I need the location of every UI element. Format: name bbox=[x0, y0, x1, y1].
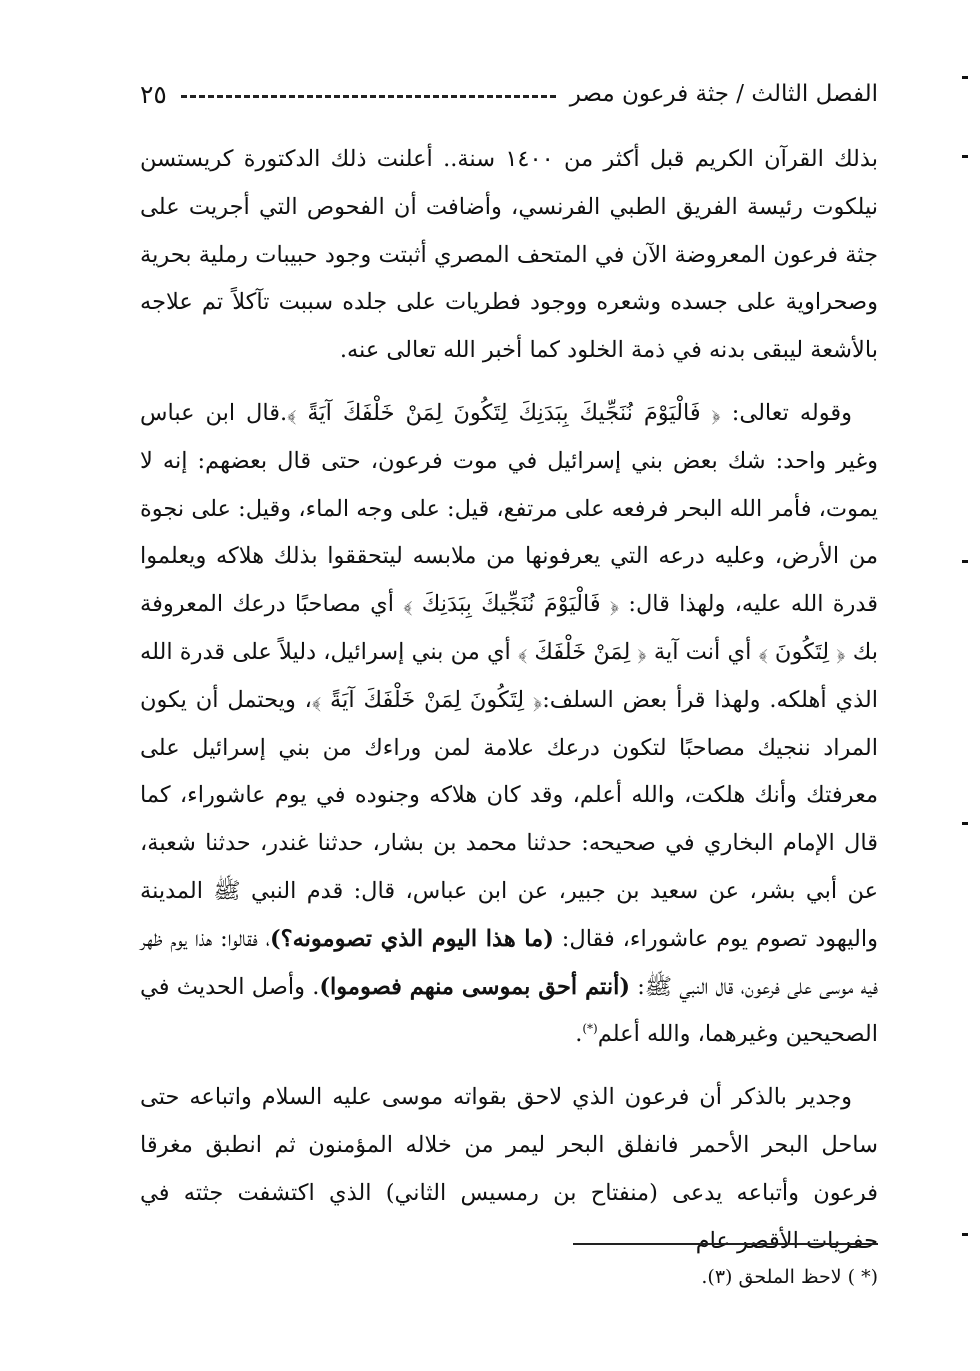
footnote-reference: (*) bbox=[582, 1021, 598, 1036]
page-number: ٢٥ bbox=[140, 79, 167, 109]
paragraph-2-text-c: . وأصل الحديث في الصحيحين وغيرهما، والله أعلم bbox=[140, 973, 878, 1048]
paragraph-2-text-d: . bbox=[575, 1021, 583, 1048]
footnote-separator bbox=[573, 1243, 878, 1245]
hadith-quote-1: (ما هذا اليوم الذي تصومونه؟) bbox=[270, 925, 554, 952]
main-text bbox=[140, 136, 878, 1265]
paragraph-2-text-a: وقوله تعالى: ﴿ فَالْيَوْمَ نُنَجِّيكَ بِبَدَنِكَ لِتَكُونَ لِمَنْ خَلْفَكَ آيَةً ﴾.قال ابن عباس وغير واحد: شك بعض بني إسرائيل في موت فرعون، حتى قال بعضهم: إنه لا يموت، فأمر الله البحر فرفعه على مرتفع، قيل: على وجه الماء، وقيل: على نجوة من الأرض، وعليه درعه التي يعرفونها من ملابسه ليتحققوا بذلك هلاكه ويعلموا قدرة الله عليه، ولهذا قال: ﴿ فَالْيَوْمَ نُنَجِّيكَ بِبَدَنِكَ ﴾ أي مصاحبًا درعك المعروفة بك ﴿ لِتَكُونَ ﴾ أي أنت آية ﴿ لِمَنْ خَلْفَكَ ﴾ أي من بني إسرائيل، دليلاً على قدرة الله الذي أهلكه. ولهذا قرأ بعض السلف:﴿ لِتَكُونَ لِمَنْ خَلْفَكَ آيَةً ﴾، ويحتمل أن يكون المراد ننجيك مصاحبًا لتكون درعك علامة لمن وراءك من بني إسرائيل على معرفتك وأنك هلكت، والله أعلم، وقد كان هلاكه وجنوده في يوم عاشوراء، كما قال الإمام البخاري في صحيحه: حدثنا محمد بن بشار، حدثنا غندر، حدثنا شعبة، عن أبي بشر، عن سعيد بن جبير، عن ابن عباس، قال: قدم النبي ﷺ المدينة واليهود تصوم يوم عاشوراء، فقال: bbox=[140, 399, 878, 952]
header-dotted-leader bbox=[181, 95, 556, 98]
paragraph-3: وجدير بالذكر أن فرعون الذي لاحق بقواته موسى عليه السلام واتباعه حتى ساحل البحر الأحمر فانفلق البحر ليمر من خلاله المؤمنون ثم انطبق مغرقا فرعون وأتباعه يدعى (منفتاح بن رمسيس الثاني) الذي اكتشفت جثته في حفريات الأقصر عام bbox=[140, 1084, 878, 1254]
scan-mark bbox=[962, 155, 968, 158]
footnote: (* ) لاحظ الملحق (٣). bbox=[701, 1266, 878, 1288]
scan-mark bbox=[962, 1233, 968, 1236]
running-header bbox=[140, 74, 878, 114]
scan-mark bbox=[962, 560, 968, 563]
paragraph-1: بذلك القرآن الكريم قبل أكثر من ١٤٠٠ سنة.. أعلنت ذلك الدكتورة كريستسن نيلكوت رئيسة الفريق الطبي الفرنسي، وأضافت أن الفحوص التي أجريت على جثة فرعون المعروضة الآن في المتحف المصري أثبتت وجود حبيبات رملية بحرية وصحراوية على جسده وشعره ووجود فطريات على جلده سببت تآكلاً تم علاجه بالأشعة ليبقى بدنه في ذمة الخلود كما أخبر الله تعالى عنه. bbox=[140, 146, 878, 364]
chapter-title: الفصل الثالث / جثة فرعون مصر bbox=[569, 81, 878, 107]
scan-mark bbox=[962, 822, 968, 825]
paragraph-2 bbox=[140, 390, 878, 1059]
scan-mark bbox=[962, 76, 968, 79]
hadith-quote-2: (أنتم أحق بموسى منهم فصوموا) bbox=[319, 973, 631, 1000]
paragraph-2-text-b: ، فقالوا: هذا يوم ظهر فيه موسى على فرعون، قال النبي ﷺ: bbox=[140, 925, 878, 1000]
